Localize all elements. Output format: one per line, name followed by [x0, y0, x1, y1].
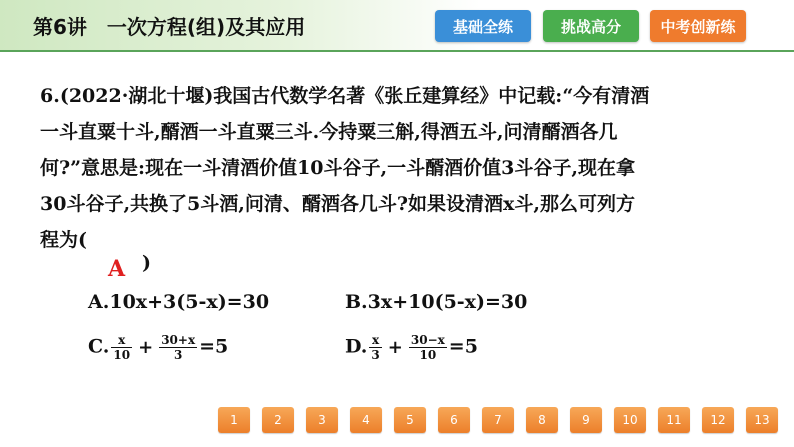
page-button-3[interactable]: 3	[306, 407, 338, 433]
page-button-9[interactable]: 9	[570, 407, 602, 433]
challenge-button[interactable]: 挑战高分	[543, 10, 639, 42]
question-line: 何?”意思是:现在一斗清酒价值10斗谷子,一斗醑酒价值3斗谷子,现在拿	[40, 157, 635, 179]
fraction-numerator: 30−x	[410, 333, 445, 347]
fraction	[409, 333, 447, 362]
page-button-12[interactable]: 12	[702, 407, 734, 433]
page-button-10[interactable]: 10	[614, 407, 646, 433]
question-line: 6.(2022·湖北十堰)我国古代数学名著《张丘建算经》中记载:“今有清酒	[40, 85, 650, 107]
answer-mark: A	[108, 256, 126, 282]
option-d[interactable]	[345, 333, 478, 362]
header	[0, 0, 794, 50]
exam-innovation-button[interactable]: 中考创新练	[650, 10, 746, 42]
page-button-2[interactable]: 2	[262, 407, 294, 433]
plus-sign: +	[387, 337, 403, 358]
page-button-4[interactable]: 4	[350, 407, 382, 433]
option-a[interactable]: A.10x+3(5-x)=30	[88, 291, 270, 313]
plus-sign: +	[138, 337, 154, 358]
fraction	[369, 333, 381, 362]
page-button-5[interactable]: 5	[394, 407, 426, 433]
page-button-8[interactable]: 8	[526, 407, 558, 433]
basic-practice-button[interactable]: 基础全练	[435, 10, 531, 42]
fraction-denominator: 3	[371, 348, 380, 362]
fraction	[111, 333, 132, 362]
fraction-numerator: 30+x	[161, 333, 196, 347]
page-button-7[interactable]: 7	[482, 407, 514, 433]
question-line: 30斗谷子,共换了5斗酒,问清、醑酒各几斗?如果设清酒x斗,那么可列方	[40, 193, 635, 215]
page-title: 第6讲 一次方程(组)及其应用	[33, 15, 306, 39]
option-c[interactable]	[88, 333, 228, 362]
page-button-1[interactable]: 1	[218, 407, 250, 433]
header-divider	[0, 50, 794, 52]
equation-tail: =5	[199, 335, 229, 358]
fraction-denominator: 10	[419, 348, 437, 362]
option-b[interactable]: B.3x+10(5-x)=30	[345, 291, 528, 313]
question-line: 一斗直粟十斗,醑酒一斗直粟三斗.今持粟三斛,得酒五斗,问清醑酒各几	[40, 121, 618, 143]
option-d-label: D.	[345, 335, 368, 358]
page-button-13[interactable]: 13	[746, 407, 778, 433]
fraction-denominator: 10	[113, 348, 131, 362]
option-c-label: C.	[88, 335, 110, 358]
page-button-11[interactable]: 11	[658, 407, 690, 433]
question-line: 程为(	[40, 229, 87, 251]
fraction	[159, 333, 197, 362]
fraction-denominator: 3	[173, 348, 183, 362]
equation-tail: =5	[448, 335, 478, 358]
page-button-6[interactable]: 6	[438, 407, 470, 433]
fraction-numerator: x	[111, 333, 132, 348]
close-paren: )	[142, 252, 151, 274]
fraction-numerator: x	[369, 333, 381, 348]
